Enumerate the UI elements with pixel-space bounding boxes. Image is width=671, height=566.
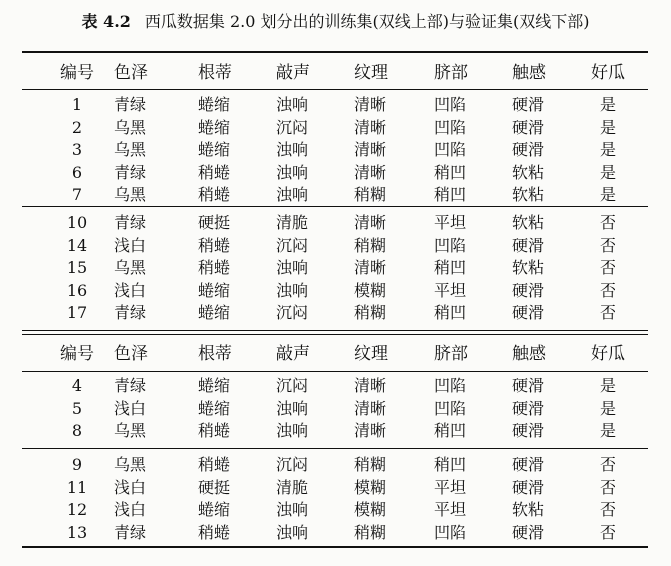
table-row (22, 398, 648, 420)
table-cell: 乌黑 (114, 117, 147, 137)
table-cell: 稍凹 (434, 421, 467, 440)
table-row (22, 522, 648, 544)
table-cell: 是 (599, 398, 616, 418)
table-cell: 硬滑 (512, 455, 545, 474)
table-cell: 否 (599, 477, 616, 497)
table-cell: 稍蜷 (198, 235, 231, 255)
table-cell: 凹陷 (434, 398, 467, 418)
table-cell: 稍蜷 (198, 162, 231, 182)
table-cell: 否 (599, 303, 616, 322)
table-cell: 浊响 (276, 95, 309, 114)
table-cell: 青绿 (114, 522, 147, 542)
header-row (22, 343, 648, 365)
table-cell: 凹陷 (434, 235, 467, 255)
table-cell: 15 (66, 258, 88, 277)
table-cell: 稍糊 (354, 235, 387, 255)
table-cell: 软粘 (512, 500, 545, 519)
table-row (22, 94, 648, 116)
table-row (22, 117, 648, 139)
table-cell: 青绿 (114, 213, 147, 232)
column-header: 触感 (512, 63, 546, 83)
table-cell: 青绿 (114, 303, 147, 322)
table-cell: 浊响 (276, 258, 309, 277)
table-cell: 清晰 (354, 140, 387, 159)
table-cell: 稍蜷 (198, 455, 231, 474)
header-row (22, 62, 648, 84)
table-cell: 10 (66, 213, 88, 232)
table-cell: 青绿 (114, 95, 147, 114)
table-cell: 平坦 (434, 477, 467, 497)
table-row (22, 454, 648, 476)
table-cell: 硬滑 (512, 398, 545, 418)
table-cell: 硬滑 (512, 140, 545, 159)
table-cell: 青绿 (114, 376, 147, 395)
table-cell: 蜷缩 (198, 280, 231, 300)
table-cell: 稍蜷 (198, 185, 231, 204)
table-cell: 否 (599, 455, 616, 474)
table-cell: 3 (71, 140, 83, 159)
table-cell: 浊响 (276, 421, 309, 440)
table-cell: 硬滑 (512, 303, 545, 322)
table-cell: 模糊 (354, 500, 387, 519)
column-header: 根蒂 (198, 63, 232, 83)
column-header: 编号 (60, 344, 94, 364)
table-cell: 清晰 (354, 213, 387, 232)
table-cell: 是 (599, 162, 616, 182)
table-cell: 软粘 (512, 185, 545, 204)
table-cell: 稍糊 (354, 303, 387, 322)
table-cell: 沉闷 (276, 117, 309, 137)
table-cell: 否 (599, 522, 616, 542)
table-cell: 清晰 (354, 376, 387, 395)
table-cell: 否 (599, 258, 616, 277)
table-cell: 16 (66, 280, 88, 300)
table-cell: 硬滑 (512, 95, 545, 114)
table-cell: 浊响 (276, 500, 309, 519)
column-header: 好瓜 (591, 344, 625, 364)
table-cell: 蜷缩 (198, 303, 231, 322)
table-cell: 14 (66, 235, 88, 255)
table-cell: 清晰 (354, 95, 387, 114)
table-cell: 凹陷 (434, 522, 467, 542)
table-cell: 清晰 (354, 162, 387, 182)
table-cell: 是 (599, 140, 616, 159)
column-header: 敲声 (276, 344, 310, 364)
table-row (22, 212, 648, 234)
table-cell: 否 (599, 500, 616, 519)
table-row (22, 420, 648, 442)
table-cell: 沉闷 (276, 376, 309, 395)
table-cell: 蜷缩 (198, 95, 231, 114)
table-cell: 稍蜷 (198, 258, 231, 277)
table-row (22, 235, 648, 257)
table-cell: 是 (599, 421, 616, 440)
table-cell: 硬滑 (512, 477, 545, 497)
table-row (22, 184, 648, 206)
table-cell: 稍糊 (354, 522, 387, 542)
table-cell: 1 (71, 95, 83, 114)
table-cell: 稍蜷 (198, 421, 231, 440)
table-cell: 是 (599, 376, 616, 395)
table-cell: 蜷缩 (198, 500, 231, 519)
table-cell: 是 (599, 117, 616, 137)
table-cell: 9 (71, 455, 83, 474)
table-cell: 否 (599, 213, 616, 232)
table-cell: 4 (71, 376, 83, 395)
table-cell: 模糊 (354, 280, 387, 300)
table-cell: 清晰 (354, 117, 387, 137)
table-cell: 否 (599, 280, 616, 300)
table-row (22, 477, 648, 499)
top-rule (22, 51, 648, 53)
table-cell: 平坦 (434, 280, 467, 300)
table-cell: 硬挺 (198, 477, 231, 497)
table-cell: 硬滑 (512, 235, 545, 255)
table-cell: 稍蜷 (198, 522, 231, 542)
table-cell: 硬滑 (512, 522, 545, 542)
table-cell: 乌黑 (114, 140, 147, 159)
table-cell: 凹陷 (434, 376, 467, 395)
table-cell: 蜷缩 (198, 140, 231, 159)
table-cell: 13 (66, 522, 88, 542)
table-cell: 软粘 (512, 213, 545, 232)
table-cell: 平坦 (434, 213, 467, 232)
table-cell: 稍凹 (434, 258, 467, 277)
table-cell: 稍凹 (434, 303, 467, 322)
table-cell: 软粘 (512, 258, 545, 277)
table-cell: 凹陷 (434, 140, 467, 159)
table-cell: 是 (599, 95, 616, 114)
table-cell: 沉闷 (276, 455, 309, 474)
group-rule (22, 448, 648, 449)
table-cell: 浊响 (276, 398, 309, 418)
table-cell: 浊响 (276, 140, 309, 159)
table-cell: 浅白 (114, 280, 147, 300)
table-cell: 沉闷 (276, 235, 309, 255)
column-header: 触感 (512, 344, 546, 364)
group-rule (22, 206, 648, 207)
table-cell: 乌黑 (114, 185, 147, 204)
header-rule (22, 371, 648, 372)
table-caption (0, 8, 671, 36)
double-rule-lower (22, 334, 648, 335)
column-header: 根蒂 (198, 344, 232, 364)
table-cell: 乌黑 (114, 455, 147, 474)
table-cell: 7 (71, 185, 83, 204)
table-row (22, 280, 648, 302)
column-header: 敲声 (276, 63, 310, 83)
table-cell: 浅白 (114, 477, 147, 497)
table-cell: 乌黑 (114, 421, 147, 440)
table-cell: 浅白 (114, 500, 147, 519)
table-cell: 平坦 (434, 500, 467, 519)
table-cell: 5 (71, 398, 83, 418)
table-cell: 清晰 (354, 258, 387, 277)
table-cell: 青绿 (114, 162, 147, 182)
table-row (22, 499, 648, 521)
table-cell: 浊响 (276, 185, 309, 204)
column-header: 脐部 (434, 63, 468, 83)
table-cell: 蜷缩 (198, 117, 231, 137)
table-cell: 硬滑 (512, 280, 545, 300)
table-cell: 蜷缩 (198, 398, 231, 418)
table-cell: 否 (599, 235, 616, 255)
header-rule (22, 89, 648, 90)
table-cell: 凹陷 (434, 95, 467, 114)
table-cell: 清脆 (276, 477, 309, 497)
table-cell: 6 (71, 162, 83, 182)
column-header: 纹理 (354, 344, 388, 364)
table-cell: 浊响 (276, 280, 309, 300)
table-cell: 软粘 (512, 162, 545, 182)
table-cell: 12 (66, 500, 88, 519)
column-header: 色泽 (114, 344, 148, 364)
column-header: 编号 (60, 63, 94, 83)
table-cell: 蜷缩 (198, 376, 231, 395)
caption-text: 西瓜数据集 2.0 划分出的训练集(双线上部)与验证集(双线下部) (144, 12, 590, 31)
table-cell: 稍凹 (434, 455, 467, 474)
table-cell: 清晰 (354, 398, 387, 418)
table-row (22, 375, 648, 397)
table-cell: 11 (66, 477, 88, 497)
column-header: 纹理 (354, 63, 388, 83)
table-cell: 稍糊 (354, 185, 387, 204)
table-cell: 是 (599, 185, 616, 204)
table-cell: 清脆 (276, 213, 309, 232)
table-cell: 浅白 (114, 235, 147, 255)
table-number: 表 4.2 (81, 12, 131, 31)
table-cell: 硬滑 (512, 376, 545, 395)
table-row (22, 162, 648, 184)
table-cell: 乌黑 (114, 258, 147, 277)
table-cell: 稍凹 (434, 185, 467, 204)
table-cell: 浊响 (276, 162, 309, 182)
table-cell: 硬滑 (512, 421, 545, 440)
table-cell: 浊响 (276, 522, 309, 542)
table-cell: 沉闷 (276, 303, 309, 322)
table-cell: 8 (71, 421, 83, 440)
table-cell: 2 (71, 117, 83, 137)
table-cell: 硬挺 (198, 213, 231, 232)
table-cell: 浅白 (114, 398, 147, 418)
table-cell: 稍凹 (434, 162, 467, 182)
table-cell: 稍糊 (354, 455, 387, 474)
column-header: 色泽 (114, 63, 148, 83)
double-rule-upper (22, 330, 648, 331)
table-row (22, 302, 648, 324)
table-row (22, 257, 648, 279)
table-cell: 清晰 (354, 421, 387, 440)
table-cell: 硬滑 (512, 117, 545, 137)
table-row (22, 139, 648, 161)
table-cell: 凹陷 (434, 117, 467, 137)
bottom-rule (22, 546, 648, 548)
table-cell: 模糊 (354, 477, 387, 497)
table-cell: 17 (66, 303, 88, 322)
column-header: 脐部 (434, 344, 468, 364)
column-header: 好瓜 (591, 63, 625, 83)
